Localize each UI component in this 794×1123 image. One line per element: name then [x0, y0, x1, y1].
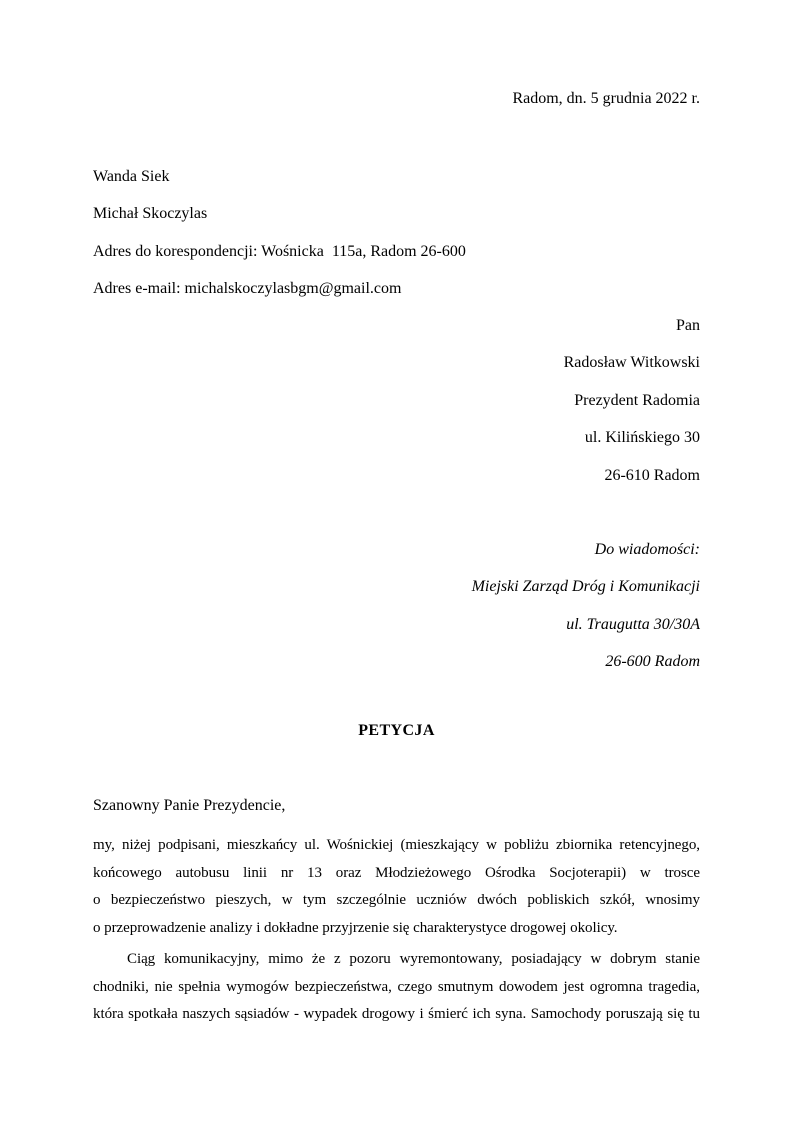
paragraph-2 [93, 946, 700, 1029]
sender-postal-address: Adres do korespondencji: Wośnicka 115a, Radom 26-600 [93, 242, 466, 260]
paragraph-1 [93, 832, 700, 942]
recipient-block [93, 307, 700, 494]
sender-email: Adres e-mail: michalskoczylasbgm@gmail.com [93, 280, 402, 298]
paragraph-1-line-1: my, niżej podpisani, mieszkańcy ul. Wośnickiej (mieszkający w pobliżu zbiornika retencyjnego, [93, 837, 700, 853]
cc-heading: Do wiadomości: [594, 541, 700, 558]
cc-block [93, 531, 700, 681]
cc-street: ul. Traugutta 30/30A [566, 615, 700, 633]
sender-name-1: Wanda Siek [93, 168, 170, 185]
petition-title: PETYCJA [358, 722, 435, 739]
paragraph-1-line-2: końcowego autobusu linii nr 13 oraz Młodzieżowego Ośrodka Socjoterapii) w trosce [93, 864, 700, 881]
sender-name-2: Michał Skoczylas [93, 205, 208, 223]
cc-city: 26-600 Radom [605, 653, 700, 671]
salutation: Szanowny Panie Prezydencie, [93, 797, 286, 814]
date-line: Radom, dn. 5 grudnia 2022 r. [512, 90, 700, 107]
recipient-street: ul. Kilińskiego 30 [584, 429, 700, 447]
paragraph-2-line-3: która spotkała naszych sąsiadów - wypadek drogowy i śmierć ich syna. Samochody poruszają się tu [93, 1006, 700, 1022]
recipient-name: Radosław Witkowski [563, 354, 700, 372]
paragraph-1-line-3: o bezpieczeństwo pieszych, w tym szczególnie uczniów dwóch pobliskich szkół, wnosimy [93, 892, 700, 908]
paragraph-2-line-2: chodniki, nie spełnia wymogów bezpieczeństwa, czego smutnym dowodem jest ogromna tragedia, [93, 978, 700, 995]
recipient-honorific: Pan [676, 317, 700, 334]
recipient-position: Prezydent Radomia [574, 391, 700, 409]
paragraph-1-line-4: o przeprowadzenie analizy i dokładne przyjrzenie się charakterystyce drogowej okolicy. [93, 919, 618, 936]
paragraph-2-line-1: Ciąg komunikacyjny, mimo że z pozoru wyremontowany, posiadający w dobrym stanie [127, 951, 700, 967]
recipient-city: 26-610 Radom [604, 466, 700, 484]
cc-organization: Miejski Zarząd Dróg i Komunikacji [471, 578, 700, 596]
sender-block [93, 158, 700, 308]
